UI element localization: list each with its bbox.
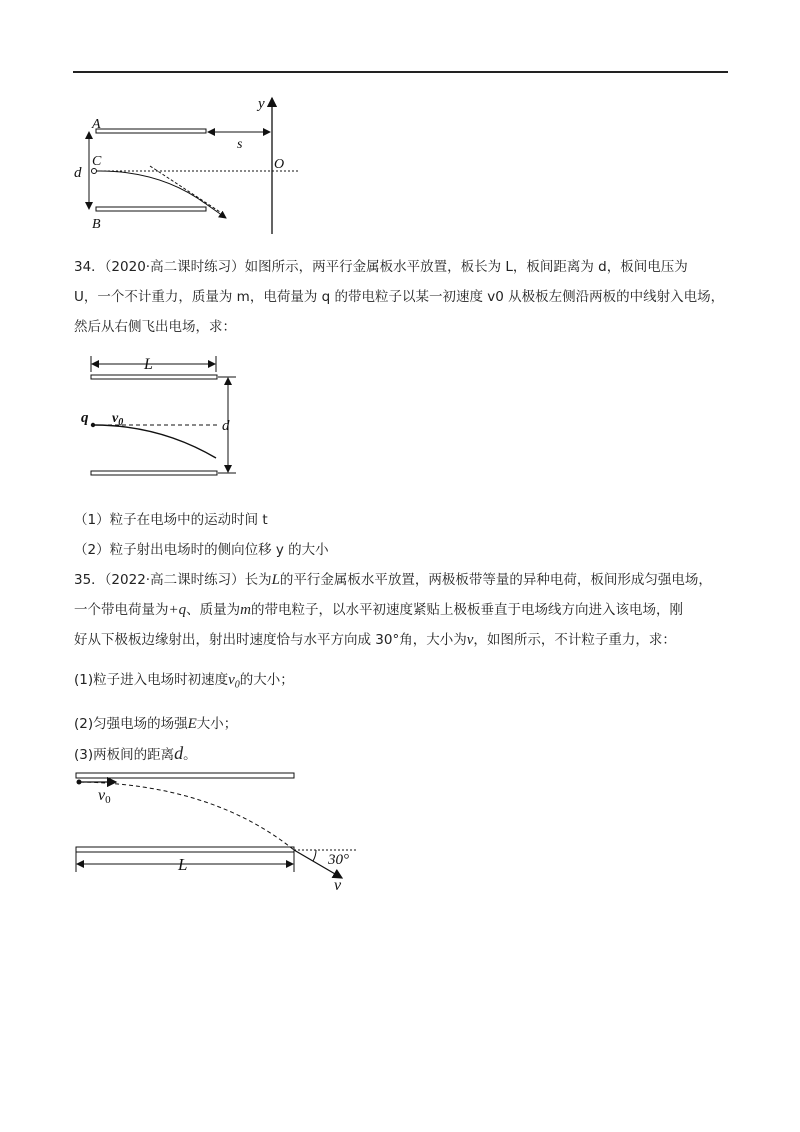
plate-b [96, 207, 206, 211]
header-rule [73, 71, 728, 73]
question-34-stem [74, 252, 729, 342]
question-35-subquestions [74, 663, 729, 773]
label-a: A [92, 117, 101, 132]
angle-arc [313, 850, 316, 861]
exit-arrow [206, 204, 226, 218]
lower-plate [91, 471, 217, 475]
upper-plate [91, 375, 217, 379]
figure-deflection-screen [60, 88, 320, 238]
q35-label-v: v [334, 877, 342, 894]
q34-sub-2: （2）粒子射出电场时的侧向位移 y 的大小 [74, 542, 329, 558]
q35-line-1: 35．（2022·高二课时练习）长为L的平行金属板水平放置，两极板带等量的异种电荷，板间形成匀强电场， [74, 572, 712, 588]
q34-sub-1: （1）粒子在电场中的运动时间 t [74, 512, 268, 528]
q35-upper-plate [76, 773, 294, 778]
question-34-subquestions [74, 505, 729, 565]
label-v0: $v_0$ [112, 411, 124, 428]
label-o: O [274, 157, 285, 172]
q34-line-1: 34．（2020·高二课时练习）如图所示，两平行金属板水平放置，板长为 L，板间距离为 d，板间电压为 [74, 259, 688, 275]
figure-q35-plates [72, 766, 372, 896]
q34-line-2: U，一个不计重力，质量为 m，电荷量为 q 的带电粒子以某一初速度 v0 从极板左侧沿两板的中线射入电场， [74, 289, 725, 305]
q35-label-l: L [178, 855, 188, 874]
q35-label-angle: 30° [328, 852, 349, 868]
label-l: L [144, 356, 153, 373]
plate-a [96, 129, 206, 133]
q35-sub-2: (2)匀强电场的场强E大小； [74, 715, 238, 732]
label-b: B [92, 217, 101, 232]
exit-tangent-dashed [150, 166, 220, 212]
label-d: d [222, 418, 230, 434]
q35-trajectory-dashed [80, 782, 294, 850]
label-s: s [237, 137, 243, 152]
q35-line-2: 一个带电荷量为+q、质量为m的带电粒子，以水平初速度紧贴上极板垂直于电场线方向进入该电场，刚 [74, 602, 683, 618]
q35-label-v0: v0 [98, 787, 111, 806]
q35-line-3: 好从下极板边缘射出，射出时速度恰与水平方向成 30°角，大小为v，如图所示，不计粒子重力，求： [74, 632, 676, 648]
question-35-stem [74, 565, 729, 655]
particle-start [92, 169, 97, 174]
trajectory [96, 171, 206, 204]
figure-q34-plates [80, 350, 260, 482]
q34-line-3: 然后从右侧飞出电场，求： [74, 319, 236, 335]
q35-lower-plate [76, 847, 294, 852]
label-c: C [92, 154, 102, 169]
q35-sub-3: (3)两板间的距离d。 [74, 742, 197, 763]
label-q: q [81, 410, 89, 426]
q35-sub-1: (1)粒子进入电场时初速度$v_0$的大小； [74, 672, 294, 691]
label-d: d [74, 165, 82, 181]
q34-trajectory [94, 425, 216, 458]
label-y: y [258, 96, 265, 112]
